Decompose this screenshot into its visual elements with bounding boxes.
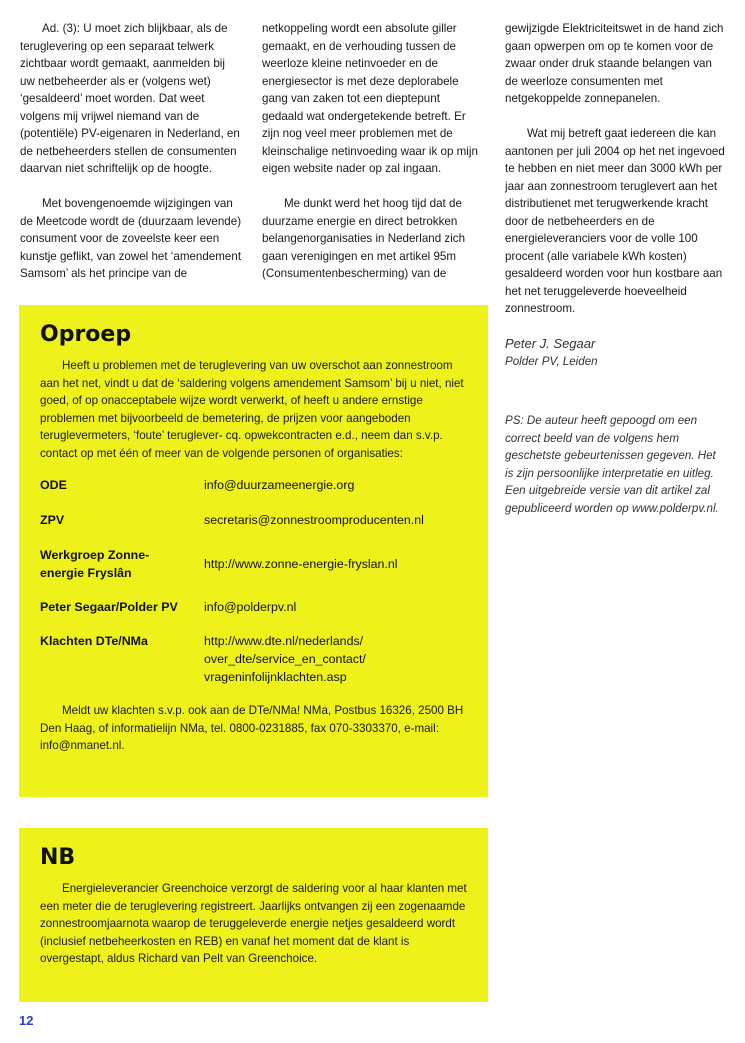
contact-label: Peter Segaar/Polder PV	[40, 600, 178, 614]
contact-list	[40, 476, 470, 686]
paragraph: gewijzigde Elektriciteitswet in de hand zich gaan opwerpen om op te komen voor de zwaar onder druk staande belangen van de weerloze consumenten met netgekoppelde zonnepanelen.	[505, 22, 724, 105]
paragraph: netkoppeling wordt een absolute giller gemaakt, en de verhouding tussen de weerloze kleine netinvoeder en de energiesector is met deze deplorabele gang van zaken tot een dieptepunt gedaald wat ondergetekende betreft. Er zijn nog veel meer problemen met de kleinschalige netinvoeding waar ik op mijn eigen website nader op zal ingaan.	[262, 22, 478, 175]
postscript: PS: De auteur heeft gepoogd om een correct beeld van de volgens hem geschetste gebeurtenissen gegeven. Het is zijn persoonlijke interpretatie en uitleg. Een uitgebreide versie van dit artikel zal gepubliceerd worden op www.polderpv.nl.	[505, 414, 719, 515]
oproep-box	[19, 305, 488, 797]
page-number: 12	[19, 1013, 34, 1028]
nb-text: Energieleverancier Greenchoice verzorgt de saldering voor al haar klanten met een meter die de teruglevering registreert. Jaarlijks ontvangen zij een zogenaamde zonnestroomjaarnota waarop de teruggeleverde energie netjes gesaldeerd wordt (inclusief netbeheerkosten en REB) en vanaf het moment dat de klant is overgestapt, aldus Richard van Pelt van Greenchoice.	[40, 882, 467, 965]
article-column-2	[262, 20, 484, 300]
signature	[505, 335, 727, 370]
contact-row	[40, 511, 470, 529]
contact-row	[40, 632, 470, 686]
nb-box	[19, 828, 488, 1002]
paragraph: Ad. (3): U moet zich blijkbaar, als de teruglevering op een separaat telwerk zichtbaar wordt gemaakt, aanmelden bij uw netbeheerder als er (volgens wet) ‘gesaldeerd’ moet worden. Dat weet volgens mij vrijwel niemand van de (potentiële) PV-eigenaren in Nederland, en de netbeheerders stellen de consumenten daarvan niet schriftelijk op de hoogte.	[20, 22, 240, 175]
contact-label: Werkgroep Zonne- energie Fryslân	[40, 548, 150, 580]
author-organization: Polder PV, Leiden	[505, 355, 598, 368]
nb-title: NB	[40, 845, 76, 870]
article-column-3	[505, 20, 727, 517]
contact-value[interactable]: secretaris@zonnestroomproducenten.nl	[204, 513, 424, 527]
oproep-intro: Heeft u problemen met de teruglevering van uw overschot aan zonnestroom aan het net, vindt u dat de ‘saldering volgens amendement Samsom’ bij u niet, niet goed, of op onacceptabele wijze wordt verwerkt, of heeft u andere ernstige problemen met bijvoorbeeld de bemetering, de prijzen voor aangeboden teruglevermeters, ‘foute’ teruglever- cq. opwekcontracten e.d., neem dan s.v.p. contact op met één of meer van de volgende personen of organisaties:	[40, 359, 464, 460]
contact-label: ZPV	[40, 513, 65, 527]
paragraph: Met bovengenoemde wijzigingen van de Meetcode wordt de (duurzaam levende) consument voor de zoveelste keer een kunstje geflikt, van zowel het ‘amendement Samsom’ als het principe van de	[20, 197, 242, 280]
article-column-1	[20, 20, 242, 300]
contact-label: ODE	[40, 478, 67, 492]
contact-row	[40, 546, 470, 582]
author-name: Peter J. Segaar	[505, 336, 596, 351]
contact-row	[40, 598, 470, 616]
contact-value[interactable]: info@duurzameenergie.org	[204, 478, 355, 492]
contact-value[interactable]: http://www.dte.nl/nederlands/ over_dte/service_en_contact/ vrageninfolijnklachten.asp	[204, 634, 366, 684]
oproep-title: Oproep	[40, 322, 132, 347]
oproep-outro: Meldt uw klachten s.v.p. ook aan de DTe/NMa! NMa, Postbus 16326, 2500 BH Den Haag, of informatielijn NMa, tel. 0800-0231885, fax 070-3303370, e-mail: info@nmanet.nl.	[40, 704, 464, 752]
contact-row	[40, 476, 470, 494]
contact-label: Klachten DTe/NMa	[40, 634, 148, 648]
paragraph: Wat mij betreft gaat iedereen die kan aantonen per juli 2004 op het net ingevoed te hebben en niet meer dan 3000 kWh per jaar aan zonnestroom teruglevert aan het distributienet met terugwerkende kracht door de netbeheerders en de energieleveranciers voor de volle 100 procent (alle variabele kWh kosten) gesaldeerd worden voor hun kostbare aan het net teruggeleverde hoeveelheid zonnestroom.	[505, 127, 725, 315]
paragraph: Me dunkt werd het hoog tijd dat de duurzame energie en direct betrokken belangenorganisaties in Nederland zich gaan verenigingen en met artikel 95m (Consumentenbescherming) van de	[262, 197, 466, 280]
contact-value[interactable]: http://www.zonne-energie-fryslan.nl	[204, 557, 398, 571]
contact-value[interactable]: info@polderpv.nl	[204, 600, 297, 614]
